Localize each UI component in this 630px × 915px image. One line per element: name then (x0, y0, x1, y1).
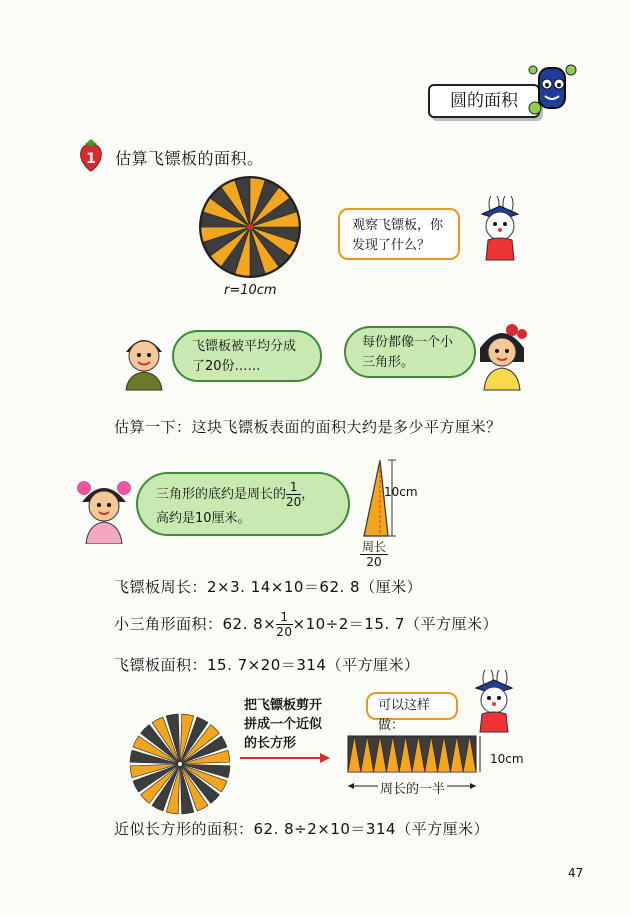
girl-speech-text: 每份都像一个小三角形。 (362, 335, 454, 370)
final-calculation: 近似长方形的面积：62. 8÷2×10＝314（平方厘米） (114, 820, 490, 838)
problem-number: 1 (86, 151, 96, 167)
estimate-question: 估算一下：这块飞镖板表面的面积大约是多少平方厘米？ (114, 418, 502, 436)
right-arrow-icon (240, 752, 330, 764)
title-text: 圆的面积 (450, 91, 518, 111)
girl2-line1-pre: 三角形的底约是周长的 (156, 487, 287, 502)
rabbit-speech-bubble (338, 208, 460, 260)
title-badge (428, 84, 540, 118)
triangle-base-fraction: 周长 20 (362, 540, 387, 569)
calc-board-area: 飞镖板面积：15. 7×20＝314（平方厘米） (114, 656, 420, 674)
girl2-speech-bubble: 三角形的底约是周长的 $\frac{1}{20}$ ， 高约是10厘米。 (136, 472, 350, 536)
girl-with-bows-icon (74, 474, 134, 544)
fraction-one-twentieth: $\frac{1}{20}$ (286, 480, 302, 509)
girl-speech-bubble (344, 326, 476, 378)
boy-speech-bubble (172, 330, 322, 382)
rect-base-label: 周长的一半 (378, 778, 447, 797)
rabbit-speech-text: 观察飞镖板，你发现了什么？ (352, 218, 444, 253)
page-number: 47 (568, 866, 584, 880)
calc-triangle-area: 小三角形面积：62. 8× $\frac{1}{20}$ ×10÷2＝15. 7（平方厘米） (114, 610, 498, 639)
girl2-line2: 高约是10厘米。 (156, 511, 251, 526)
calc-circumference: 飞镖板周长：2×3. 14×10＝62. 8（厘米） (114, 578, 423, 596)
split-dartboard-diagram (128, 712, 232, 816)
triangle-height-label: 10cm (384, 485, 418, 499)
rabbit2-speech-bubble (366, 692, 458, 733)
boy-icon (118, 330, 170, 392)
fraction-one-twentieth-calc: $\frac{1}{20}$ (276, 610, 293, 639)
strawberry-number-icon (76, 138, 106, 172)
boy-speech-text: 飞镖板被平均分成了20份…… (192, 339, 297, 374)
problem-title: 估算飞镖板的面积。 (115, 149, 264, 168)
radius-label: r=10cm (224, 283, 277, 298)
rabbit2-icon (466, 670, 522, 734)
rabbit2-speech-text: 可以这样做： (378, 698, 431, 733)
mascot-icon (525, 58, 579, 124)
dartboard-diagram (198, 175, 302, 279)
rect-height-label: 10cm (490, 752, 524, 766)
girl-icon (474, 322, 530, 392)
rabbit-icon (470, 196, 530, 266)
cut-instruction: 把飞镖板剪开 拼成一个近似 的长方形 (244, 698, 323, 751)
